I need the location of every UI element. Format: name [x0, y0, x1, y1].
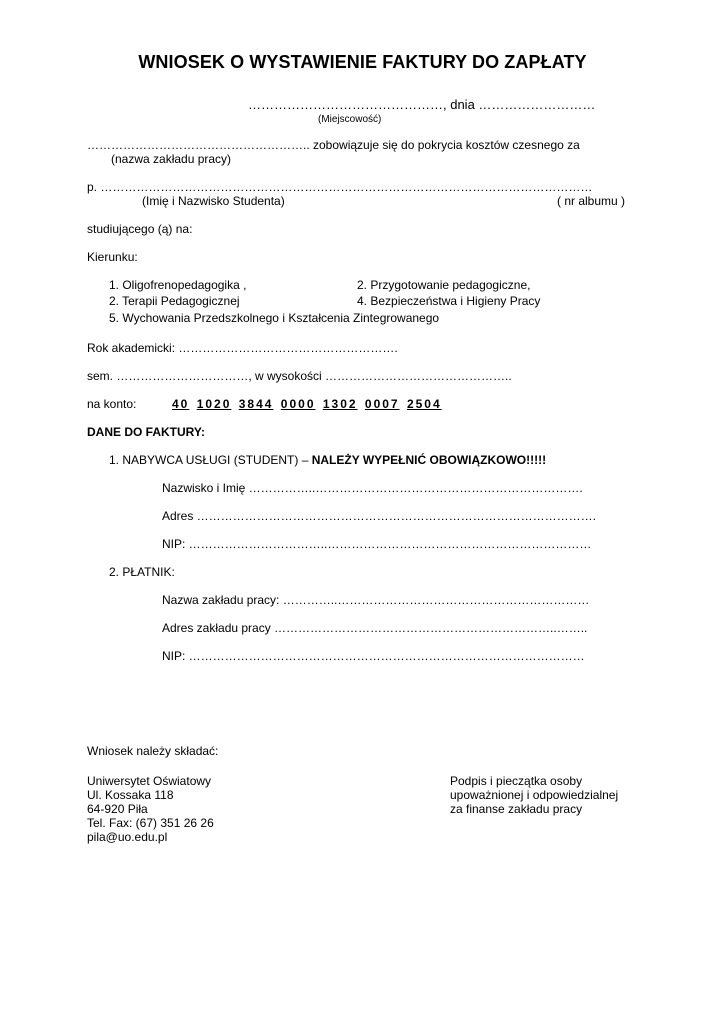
course-item: 4. Bezpieczeństwa i Higieny Pracy — [357, 294, 541, 308]
signature-caption-line: upoważnionej i odpowiedzialnej — [450, 788, 619, 802]
buyer-address-field[interactable]: Adres ………………………………………………………………………………………. — [162, 509, 597, 523]
account-number — [172, 398, 446, 412]
field-of-study-label: Kierunku: — [87, 250, 138, 264]
email-link[interactable]: pila@uo.edu.pl — [87, 830, 168, 844]
account-group: 0007 — [364, 397, 400, 411]
academic-year-field[interactable]: Rok akademicki: ………………………………………………. — [87, 341, 398, 355]
address-line: 64-920 Piła — [87, 802, 148, 816]
semester-amount-field[interactable]: sem. ……………………………, w wysokości ……………………………………….. — [87, 369, 512, 383]
account-group: 40 — [172, 397, 190, 411]
payer-name-field[interactable]: Nazwa zakładu pracy: …………..……………………………………………………… — [162, 593, 590, 607]
course-item: 5. Wychowania Przedszkolnego i Kształcenia Zintegrowanego — [109, 311, 440, 325]
course-item: 2. Przygotowanie pedagogiczne, — [357, 278, 531, 292]
account-group: 3844 — [238, 397, 274, 411]
payer-heading: 2. PŁATNIK: — [109, 565, 175, 579]
album-number-caption: ( nr albumu ) — [557, 194, 626, 208]
account-group: 2504 — [406, 397, 442, 411]
buyer-heading-text: 1. NABYWCA USŁUGI (STUDENT) – — [109, 453, 312, 467]
payer-address-field[interactable]: Adres zakładu pracy ……………………………………………………………..…….. — [162, 621, 588, 635]
studying-label: studiującego (ą) na: — [87, 222, 193, 236]
account-label: na konto: — [87, 397, 137, 411]
employer-caption: (nazwa zakładu pracy) — [111, 152, 232, 166]
course-item: 2. Terapii Pedagogicznej — [109, 294, 240, 308]
account-group: 1302 — [322, 397, 358, 411]
signature-caption-line: za finanse zakładu pracy — [450, 802, 583, 816]
invoice-data-heading: DANE DO FAKTURY: — [87, 425, 205, 439]
payer-nip-field[interactable]: NIP: ……………………………………………………………………………………… — [162, 649, 585, 663]
document-title: WNIOSEK O WYSTAWIENIE FAKTURY DO ZAPŁATY — [138, 52, 587, 72]
buyer-mandatory-note: NALEŻY WYPEŁNIĆ OBOWIĄZKOWO!!!!! — [311, 453, 547, 467]
buyer-nip-field[interactable]: NIP: ……………………………..………………………………………………………… — [162, 537, 592, 551]
place-date-field[interactable]: ………………………………………, dnia ……………………… — [248, 97, 596, 112]
buyer-heading — [109, 454, 546, 468]
signature-caption-line: Podpis i pieczątka osoby — [450, 774, 583, 788]
address-line: Ul. Kossaka 118 — [87, 788, 174, 802]
buyer-name-field[interactable]: Nazwisko i Imię ……………..…………………………………………………………. — [162, 481, 583, 495]
employer-commitment-line[interactable]: ……………………………………………….. zobowiązuje się do pokrycia kosztów czesnego za — [87, 138, 580, 152]
place-caption: (Miejscowość) — [318, 114, 382, 125]
account-group: 1020 — [196, 397, 232, 411]
address-line: Tel. Fax: (67) 351 26 26 — [87, 816, 214, 830]
student-name-caption: (Imię i Nazwisko Studenta) — [142, 194, 285, 208]
student-name-field[interactable]: p. …………………………………………………………………………………………………………… — [87, 180, 593, 194]
course-item: 1. Oligofrenopedagogika , — [109, 278, 247, 292]
address-line: Uniwersytet Oświatowy — [87, 774, 212, 788]
account-group: 0000 — [280, 397, 316, 411]
submit-label: Wniosek należy składać: — [87, 744, 219, 758]
